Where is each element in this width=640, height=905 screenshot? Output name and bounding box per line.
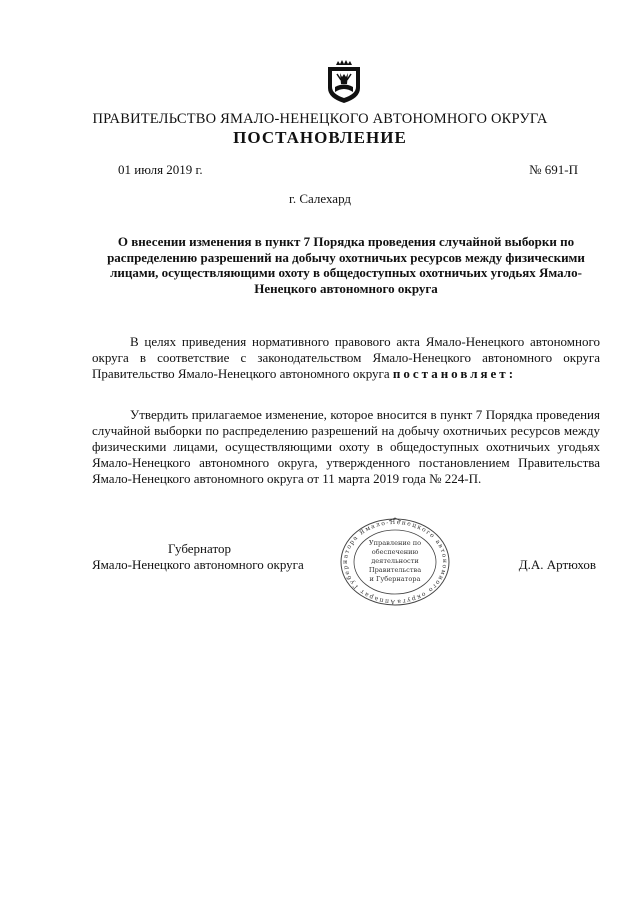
signatory-region: Ямало-Ненецкого автономного округа <box>92 557 304 572</box>
preamble-paragraph <box>92 334 600 382</box>
signatory-name: Д.А. Артюхов <box>518 557 596 572</box>
document-title: О внесении изменения в пункт 7 Порядка проведения случайной выборки по распределению разрешений на добычу охотничьих ресурсов между физическими лицами, осуществляющими охоту в общедоступных охотничьих угодьях Ямало-Ненецкого автономного округа <box>107 234 585 296</box>
decree-word: постановляет: <box>392 366 517 381</box>
document-number: № 691-П <box>529 162 578 177</box>
stamp-ring-text: Аппарат Губернатора Ямало-Ненецкого автономного округа <box>342 518 449 606</box>
signatory-role: Губернатор <box>168 541 231 556</box>
document-date: 01 июля 2019 г. <box>118 162 203 177</box>
stamp-center-text: Управление по обеспечению деятельности Правительства и Губернатора <box>368 539 422 583</box>
official-stamp <box>339 517 451 607</box>
coat-of-arms-icon <box>326 60 362 104</box>
government-name: ПРАВИТЕЛЬСТВО ЯМАЛО-НЕНЕЦКОГО АВТОНОМНОГО ОКРУГА <box>92 111 548 127</box>
preamble-text: В целях приведения нормативного правового акта Ямало-Ненецкого автономного округа в соответствие с законодательством Ямало-Ненецкого автономного округа Правительство Ямало-Ненецкого автономного округа <box>92 334 600 381</box>
operative-paragraph: Утвердить прилагаемое изменение, которое вносится в пункт 7 Порядка проведения случайной выборки по распределению разрешений на добычу охотничьих ресурсов между физическими лицами, осуществляющими охоту в общедоступных охотничьих угодьях Ямало-Ненецкого автономного округа, утвержденного постановлением Правительства Ямало-Ненецкого автономного округа от 11 марта 2019 года № 224-П. <box>92 407 600 486</box>
document-type: ПОСТАНОВЛЕНИЕ <box>233 128 407 147</box>
document-city: г. Салехард <box>288 191 352 206</box>
